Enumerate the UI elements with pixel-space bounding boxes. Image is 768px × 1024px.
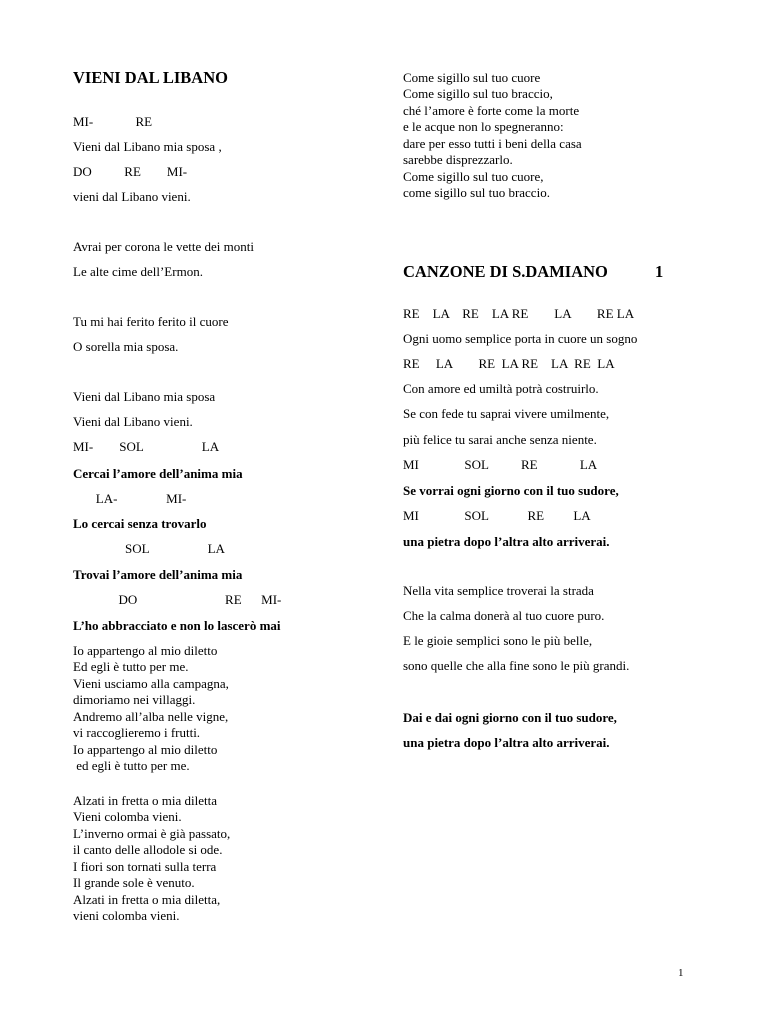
lyric-line: Se con fede tu saprai vivere umilmente, — [403, 406, 610, 421]
lyric-line: il canto delle allodole si ode. — [73, 842, 223, 857]
lyric-line: Io appartengo al mio diletto — [73, 742, 218, 757]
song-number: 1 — [655, 262, 664, 281]
lyric-line: Io appartengo al mio diletto — [73, 643, 218, 658]
lyric-line: Come sigillo sul tuo braccio, — [403, 86, 553, 101]
lyric-line: una pietra dopo l’altra alto arriverai. — [403, 735, 610, 750]
chord-line: MI- RE — [73, 114, 153, 129]
chord-line: RE LA RE LA RE LA RE LA — [403, 306, 635, 321]
lyric-line: come sigillo sul tuo braccio. — [403, 185, 550, 200]
lyric-line: Come sigillo sul tuo cuore — [403, 70, 541, 85]
lyric-line: ché l’amore è forte come la morte — [403, 103, 580, 118]
chord-line: SOL LA — [73, 541, 225, 556]
lyric-line: sarebbe disprezzarlo. — [403, 152, 513, 167]
chord-line: MI SOL RE LA — [403, 457, 598, 472]
lyric-line: sono quelle che alla fine sono le più grandi. — [403, 658, 630, 673]
lyric-line: E le gioie semplici sono le più belle, — [403, 633, 593, 648]
lyric-line: Che la calma donerà al tuo cuore puro. — [403, 608, 605, 623]
lyric-line: vieni dal Libano vieni. — [73, 189, 191, 204]
lyric-line: Le alte cime dell’Ermon. — [73, 264, 203, 279]
chord-line: DO RE MI- — [73, 164, 188, 179]
lyric-line: O sorella mia sposa. — [73, 339, 179, 354]
lyric-line: Lo cercai senza trovarlo — [73, 516, 207, 531]
lyric-line: Dai e dai ogni giorno con il tuo sudore, — [403, 710, 617, 725]
lyric-line: Alzati in fretta o mia diletta — [73, 793, 218, 808]
lyric-line: Come sigillo sul tuo cuore, — [403, 169, 544, 184]
chord-line: MI- SOL LA — [73, 439, 220, 454]
lyric-line: più felice tu sarai anche senza niente. — [403, 432, 597, 447]
lyric-line: Tu mi hai ferito ferito il cuore — [73, 314, 229, 329]
lyric-line: Vieni dal Libano mia sposa — [73, 389, 216, 404]
lyric-line: dare per esso tutti i beni della casa — [403, 136, 582, 151]
lyric-line: L’inverno ormai è già passato, — [73, 826, 231, 841]
chord-line: MI SOL RE LA — [403, 508, 591, 523]
chord-line: LA- MI- — [73, 491, 187, 506]
lyric-line: Nella vita semplice troverai la strada — [403, 583, 594, 598]
lyric-line: Vieni dal Libano mia sposa , — [73, 139, 222, 154]
lyric-line: e le acque non lo spegneranno: — [403, 119, 564, 134]
lyric-line: Vieni colomba vieni. — [73, 809, 182, 824]
lyric-line: Ogni uomo semplice porta in cuore un sogno — [403, 331, 638, 346]
lyric-line: Alzati in fretta o mia diletta, — [73, 892, 221, 907]
lyric-line: Vieni usciamo alla campagna, — [73, 676, 229, 691]
lyric-line: Cercai l’amore dell’anima mia — [73, 466, 243, 481]
chord-line: DO RE MI- — [73, 592, 282, 607]
lyric-line: Ed egli è tutto per me. — [73, 659, 189, 674]
chord-line: RE LA RE LA RE LA RE LA — [403, 356, 615, 371]
lyric-line: Vieni dal Libano vieni. — [73, 414, 193, 429]
lyric-line: Con amore ed umiltà potrà costruirlo. — [403, 381, 599, 396]
lyric-line: vi raccoglieremo i frutti. — [73, 725, 201, 740]
lyric-line: Avrai per corona le vette dei monti — [73, 239, 254, 254]
page-number: 1 — [678, 967, 684, 979]
lyric-line: una pietra dopo l’altra alto arriverai. — [403, 534, 610, 549]
lyric-line: I fiori son tornati sulla terra — [73, 859, 217, 874]
lyric-line: dimoriamo nei villaggi. — [73, 692, 196, 707]
lyric-line: Trovai l’amore dell’anima mia — [73, 567, 243, 582]
lyric-line: ed egli è tutto per me. — [73, 758, 190, 773]
lyric-line: vieni colomba vieni. — [73, 908, 180, 923]
song-title-canzone-di-s-damiano: CANZONE DI S.DAMIANO — [403, 262, 608, 281]
song-title-vieni-dal-libano: VIENI DAL LIBANO — [73, 68, 228, 87]
lyric-line: Se vorrai ogni giorno con il tuo sudore, — [403, 483, 619, 498]
lyric-line: Il grande sole è venuto. — [73, 875, 195, 890]
lyric-line: Andremo all’alba nelle vigne, — [73, 709, 229, 724]
lyric-line: L’ho abbracciato e non lo lascerò mai — [73, 618, 281, 633]
